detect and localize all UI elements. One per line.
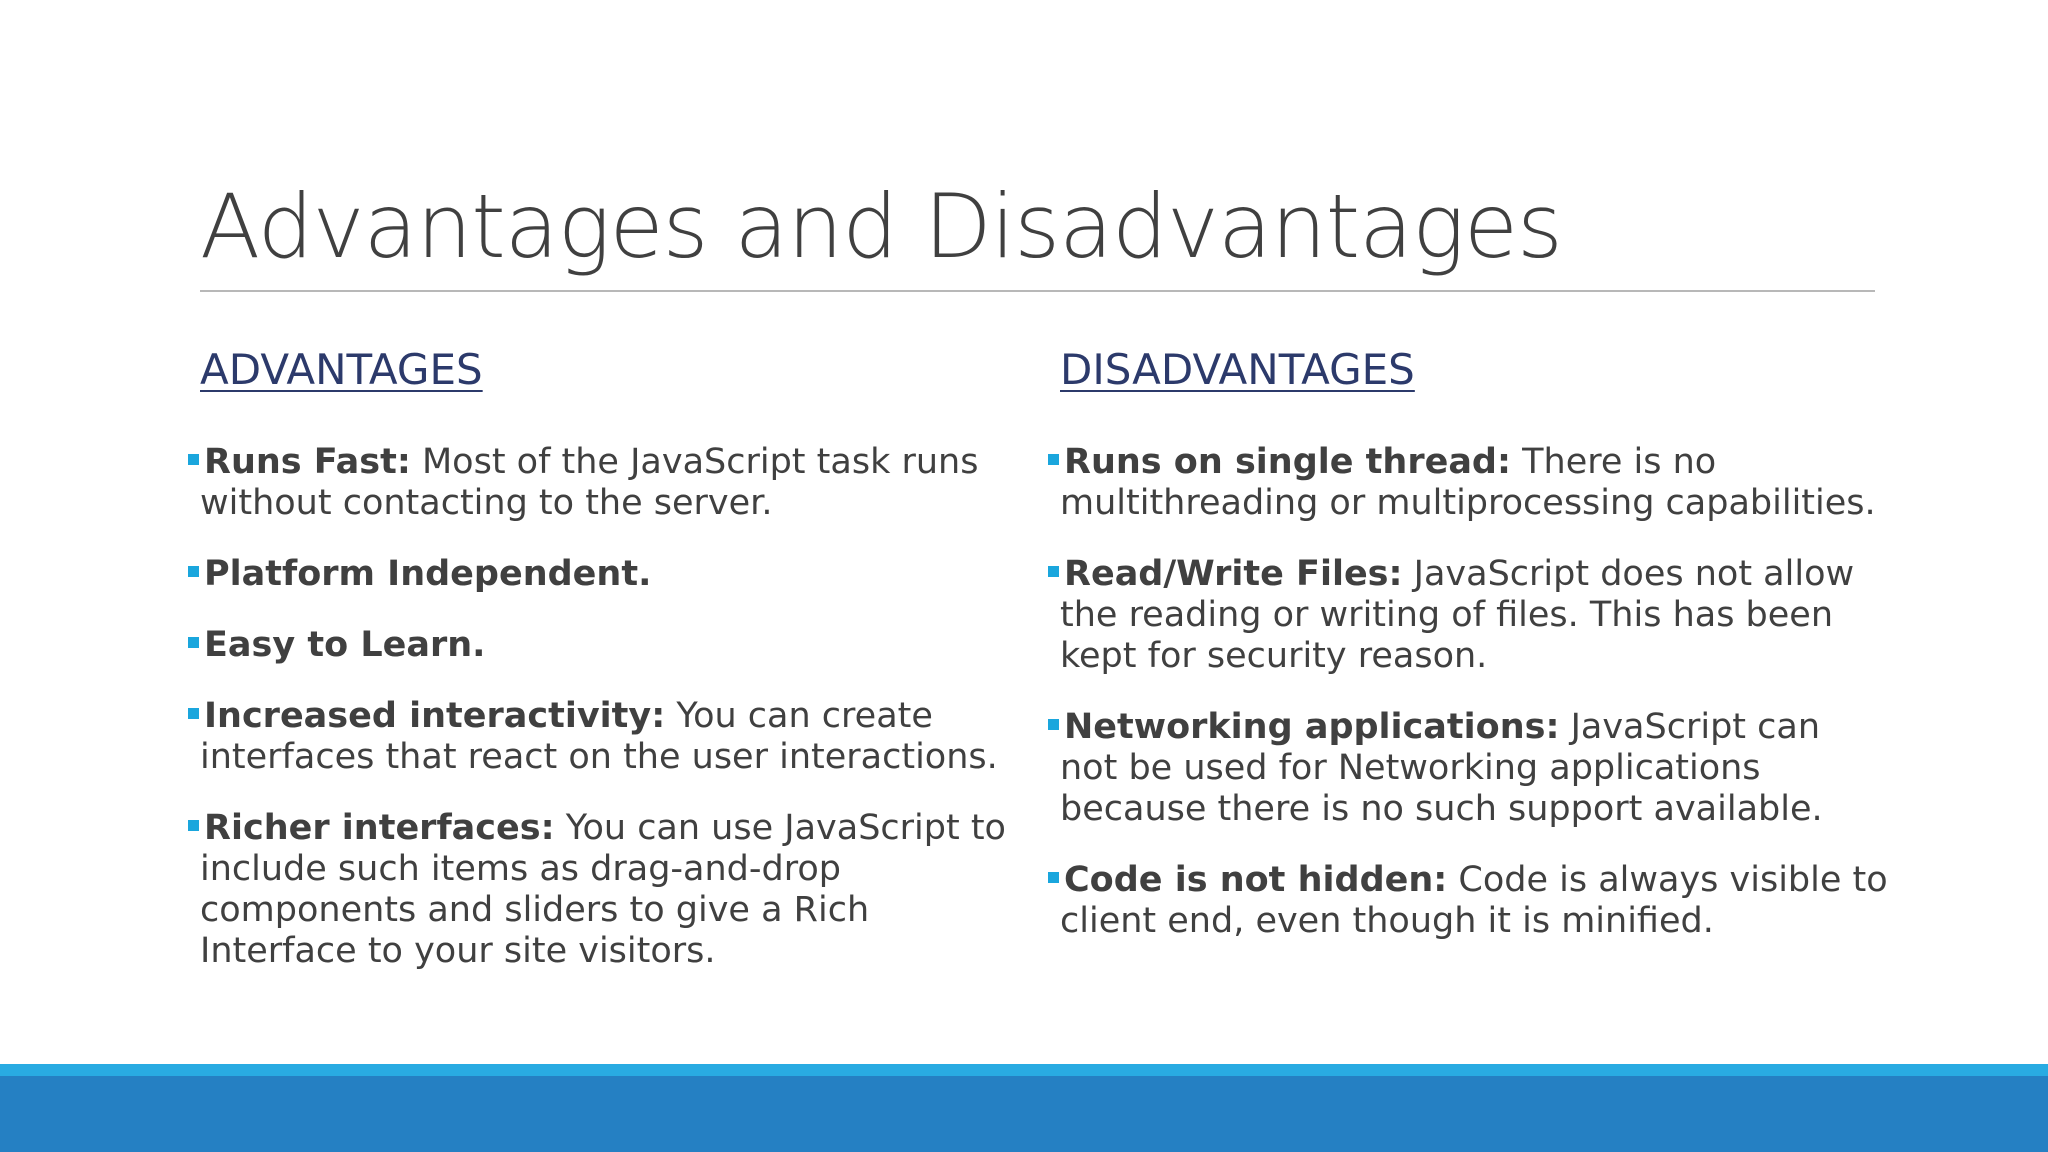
advantages-column	[188, 340, 1008, 1002]
disadvantages-list	[1048, 442, 1888, 942]
bullet-term: Networking applications:	[1064, 707, 1560, 747]
title-divider	[200, 290, 1875, 292]
disadvantages-heading: DISADVANTAGES	[1060, 345, 1415, 394]
disadvantages-column	[1048, 340, 1888, 972]
list-item	[1048, 707, 1888, 830]
square-bullet-icon	[1048, 566, 1059, 577]
list-item	[188, 808, 1008, 972]
list-item	[188, 554, 1008, 595]
bullet-term: Increased interactivity:	[204, 696, 666, 736]
bullet-term: Runs Fast:	[204, 442, 411, 482]
square-bullet-icon	[188, 820, 199, 831]
square-bullet-icon	[188, 454, 199, 465]
advantages-list	[188, 442, 1008, 972]
bullet-text: You can use JavaScript to include such items as drag-and-drop components and sliders to give a Rich Interface to your site visitors.	[200, 808, 1006, 971]
bullet-text: Most of the JavaScript task runs without contacting to the server.	[200, 442, 979, 523]
bullet-term: Easy to Learn.	[204, 625, 486, 665]
bullet-text: JavaScript does not allow the reading or writing of files. This has been kept for security reason.	[1060, 554, 1855, 676]
list-item	[1048, 442, 1888, 524]
advantages-heading: ADVANTAGES	[200, 345, 483, 394]
bullet-term: Platform Independent.	[204, 554, 652, 594]
bullet-text: There is no multithreading or multiprocessing capabilities.	[1060, 442, 1876, 523]
bullet-text: You can create interfaces that react on the user interactions.	[200, 696, 998, 777]
bullet-term: Code is not hidden:	[1064, 860, 1448, 900]
square-bullet-icon	[188, 637, 199, 648]
list-item	[1048, 554, 1888, 677]
square-bullet-icon	[1048, 719, 1059, 730]
list-item	[188, 696, 1008, 778]
bullet-term: Runs on single thread:	[1064, 442, 1511, 482]
bullet-term: Richer interfaces:	[204, 808, 555, 848]
square-bullet-icon	[188, 566, 199, 577]
bullet-text: JavaScript can not be used for Networking applications because there is no such support available.	[1060, 707, 1823, 829]
square-bullet-icon	[188, 708, 199, 719]
square-bullet-icon	[1048, 872, 1059, 883]
list-item	[188, 442, 1008, 524]
list-item	[1048, 860, 1888, 942]
bullet-term: Read/Write Files:	[1064, 554, 1403, 594]
bullet-text: Code is always visible to client end, even though it is minified.	[1060, 860, 1888, 941]
footer-band	[0, 1076, 2048, 1152]
slide-title: Advantages and Disadvantages	[200, 175, 1562, 278]
footer-stripe	[0, 1064, 2048, 1076]
list-item	[188, 625, 1008, 666]
square-bullet-icon	[1048, 454, 1059, 465]
